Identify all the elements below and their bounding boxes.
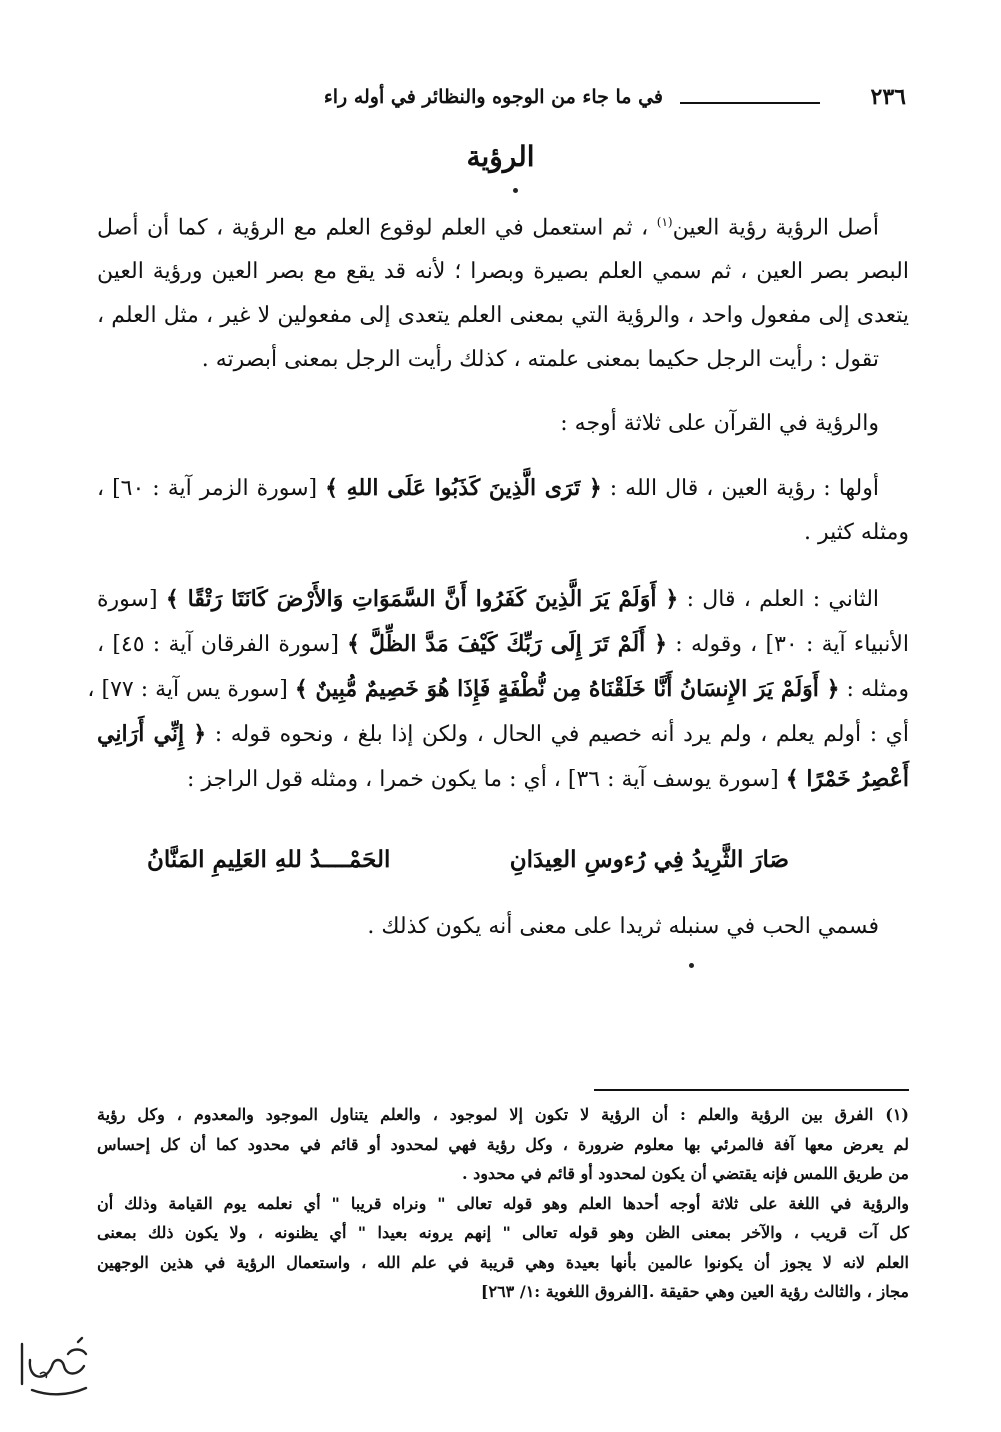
text-line: يتعدى إلى مفعول واحد ، والرؤية التي بمعنى العلم يتعدى إلى مفعولين لا غير ، مثل العلم ، [97,303,909,329]
text-line: البصر بصر العين ، ثم سمي العلم بصيرة وبصرا ؛ لأنه قد يقع مع بصر العين ورؤية العين [97,259,909,285]
footnote-line: كل آت قريب ، والآخر بمعنى الظن وهو قوله تعالى " إنهم يرونه بعيدا " أي يظنونه ، ولا يكون ذلك بمعنى [97,1223,909,1242]
footnote-line: والرؤية في اللغة على ثلاثة أوجه أحدها العلم وهو قوله تعالى " ونراه قريبا " أي نعلمه يوم القيامة وذلك أن [97,1193,909,1213]
footnote-line: العلم لانه لا يجوز أن يكونوا عالمين بأنها بعيدة وهي قريبة في علم الله ، واستعمال الرؤية في هذين الوجهين [97,1252,910,1272]
footnote-line: من طريق اللمس فإنه يقتضي أن يكون لمحدود أو قائم في محدود . [461,1164,909,1183]
quran-quote: ﴿ إِنِّي أَرَانِي [97,721,207,747]
quran-quote: ﴿ أَلَمْ تَرَ إِلَى رَبِّكَ كَيْفَ مَدَّ الظِّلَّ ﴾ [347,631,668,657]
publisher-logo [12,1330,98,1402]
page-number: ٢٣٦ [870,84,906,110]
text-line: والرؤية في القرآن على ثلاثة أوجه : [560,411,879,436]
sense-2 [87,577,910,802]
poem-hemistich-right: صَارَ الثَّرِيدُ فِي رُءوسِ العِيدَانِ [509,846,789,873]
quran-quote: ﴿ أَوَلَمْ يَرَ الإِنسَانُ أَنَّا خَلَقْنَاهُ مِن نُّطْفَةٍ فَإِذَا هُوَ خَصِيمٌ مُّبِينٌ ﴾ [294,676,840,702]
text-line: أي : أولم يعلم ، ولم يرد أنه خصيم في الحال ، ولكن إذا بلغ ، ونحوه قوله : ﴿ إِنِّي أَرَانِي [97,721,909,747]
ornament-dot [513,188,518,193]
closing-paragraph [97,905,909,949]
ornament-dot [689,963,694,968]
running-title: في ما جاء من الوجوه والنظائر في أوله راء [323,86,663,108]
text-line: ومثله : ﴿ أَوَلَمْ يَرَ الإِنسَانُ أَنَّا خَلَقْنَاهُ مِن نُّطْفَةٍ فَإِذَا هُوَ خَصِيمٌ مُّبِينٌ ﴾ [سورة يس آية : ٧٧] ، [87,676,909,702]
sense-1 [97,466,909,555]
text-line: تقول : رأيت الرجل حكيما بمعنى علمته ، كذلك رأيت الرجل بمعنى أبصرته . [201,347,879,373]
intro-paragraph [97,402,909,446]
footnote-line: (١) الفرق بين الرؤية والعلم : أن الرؤية لا تكون إلا لموجود ، والعلم يتناول الموجود والمعدوم ، وكل رؤية [97,1105,909,1124]
footnote-line: لم يعرض معها آفة فالمرئي بها معلوم ضرورة ، وكل رؤية فهي لمحدود أو قائم في محدود كما أن كل إحساس [97,1134,909,1154]
text-line: فسمي الحب في سنبله ثريدا على معنى أنه يكون كذلك . [367,914,879,939]
chapter-title: الرؤية [466,140,535,173]
quran-quote: ﴿ تَرَى الَّذِينَ كَذَبُوا عَلَى اللهِ ﴾ [325,475,602,501]
footnote-marker[interactable]: (١) [656,215,673,229]
paragraph-1 [97,200,909,382]
text-line: أولها : رؤية العين ، قال الله : ﴿ تَرَى الَّذِينَ كَذَبُوا عَلَى اللهِ ﴾ [سورة الزمر آية : ٦٠] ، [97,475,879,501]
text-line: أصل الرؤية رؤية العين$^{(١)}$ ، ثم استعمل في العلم لوقوع العلم مع الرؤية ، كما أن أصل [97,215,879,241]
quran-quote: أَعْصِرُ خَمْرًا ﴾ [785,766,909,792]
header-rule [680,102,820,104]
footnotes [97,1100,909,1307]
footnote-line: مجاز ، والثالث رؤية العين وهي حقيقة .[الفروق اللغوية :١/ ٢٦٣] [480,1282,909,1301]
text-line: أَعْصِرُ خَمْرًا ﴾ [سورة يوسف آية : ٣٦] ، أي : ما يكون خمرا ، ومثله قول الراجز : [186,766,909,792]
text-line: الثاني : العلم ، قال : ﴿ أَوَلَمْ يَرَ الَّذِينَ كَفَرُوا أَنَّ السَّمَوَاتِ وَالأَرْضَ كَانَتَا رَتْقًا ﴾ [سورة [97,586,880,612]
poem-hemistich-left: الحَمْــــدُ للهِ العَلِيمِ المَنَّانُ [147,846,391,873]
text-line: ومثله كثير . [804,520,909,545]
poem-verse [97,846,909,890]
text-line: الأنبياء آية : ٣٠] ، وقوله : ﴿ أَلَمْ تَرَ إِلَى رَبِّكَ كَيْفَ مَدَّ الظِّلَّ ﴾ [سورة الفرقان آية : ٤٥] ، [97,631,910,657]
quran-quote: ﴿ أَوَلَمْ يَرَ الَّذِينَ كَفَرُوا أَنَّ السَّمَوَاتِ وَالأَرْضَ كَانَتَا رَتْقًا ﴾ [165,586,679,612]
footnote-rule [594,1089,909,1091]
running-header [118,84,908,124]
